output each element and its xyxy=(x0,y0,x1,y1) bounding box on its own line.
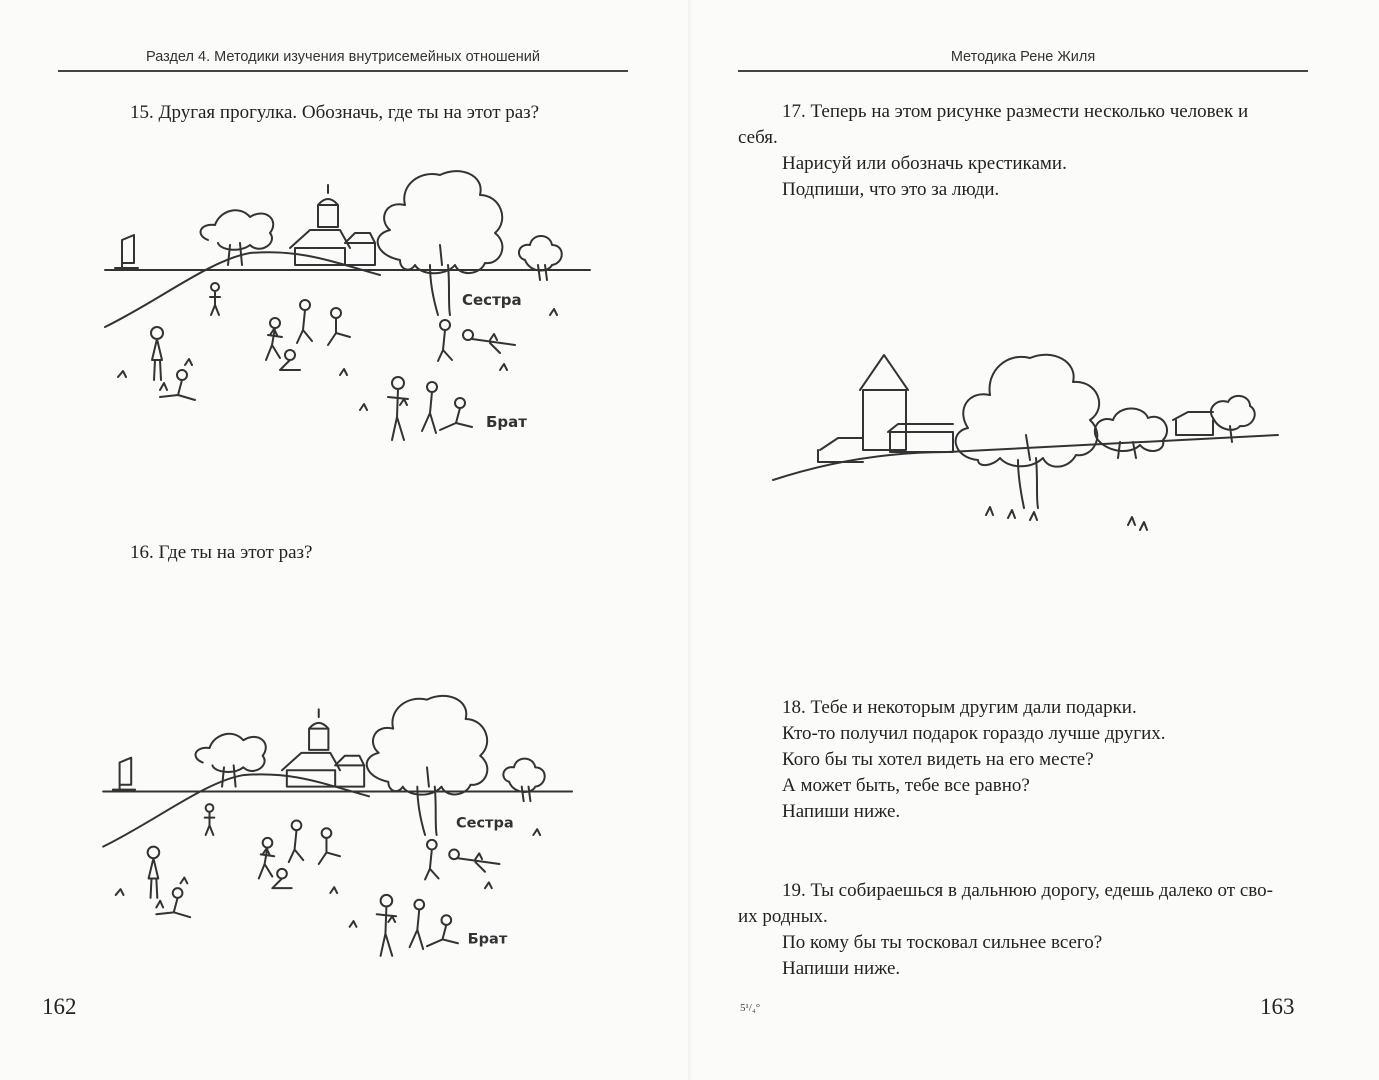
label-sister: Сестра xyxy=(456,815,514,832)
q17-line-2: себя. xyxy=(738,127,778,148)
question-15: 15. Другая прогулка. Обозначь, где ты на этот раз? xyxy=(130,102,540,123)
q19-line-2: их родных. xyxy=(738,906,828,927)
walk-illustration-2 xyxy=(90,690,590,980)
q17-line-3: Нарисуй или обозначь крестиками. xyxy=(782,153,1067,174)
landscape-drawing xyxy=(773,355,1278,530)
q17-line-1: 17. Теперь на этом рисунке размести несколько человек и xyxy=(782,101,1249,122)
q19-line-1: 19. Ты собираешься в дальнюю дорогу, едешь далеко от сво- xyxy=(782,880,1273,901)
figure-group-upper xyxy=(210,283,350,370)
page-number-left: 162 xyxy=(42,994,77,1019)
q18-line-5: Напиши ниже. xyxy=(782,801,901,822)
question-16: 16. Где ты на этот раз? xyxy=(130,542,313,563)
q18-line-2: Кто-то получил подарок гораздо лучше других. xyxy=(782,723,1166,744)
q19-line-3: По кому бы ты тосковал сильнее всего? xyxy=(782,932,1103,953)
header-rule-left xyxy=(58,70,628,72)
q18-line-1: 18. Тебе и некоторым другим дали подарки. xyxy=(782,697,1137,718)
q18-line-4: А может быть, тебе все равно? xyxy=(782,775,1030,796)
label-sister: Сестра xyxy=(462,291,522,309)
label-brother: Брат xyxy=(467,931,508,948)
print-signature: 5¹/₄° xyxy=(740,1002,761,1014)
running-head-left: Раздел 4. Методики изучения внутрисемейных отношений xyxy=(146,49,540,65)
q19-line-4: Напиши ниже. xyxy=(782,958,901,979)
q18-line-3: Кого бы ты хотел видеть на его месте? xyxy=(782,749,1094,770)
header-rule-right xyxy=(738,70,1308,72)
q17-line-4: Подпиши, что это за люди. xyxy=(782,179,1000,200)
running-head-right: Методика Рене Жиля xyxy=(950,49,1096,65)
figure-group-left xyxy=(151,327,195,400)
right-page xyxy=(690,0,1379,1080)
landscape-illustration-3 xyxy=(768,340,1288,540)
label-brother: Брат xyxy=(486,413,527,431)
page-number-right: 163 xyxy=(1260,994,1295,1019)
walk-illustration-1 xyxy=(100,165,600,465)
